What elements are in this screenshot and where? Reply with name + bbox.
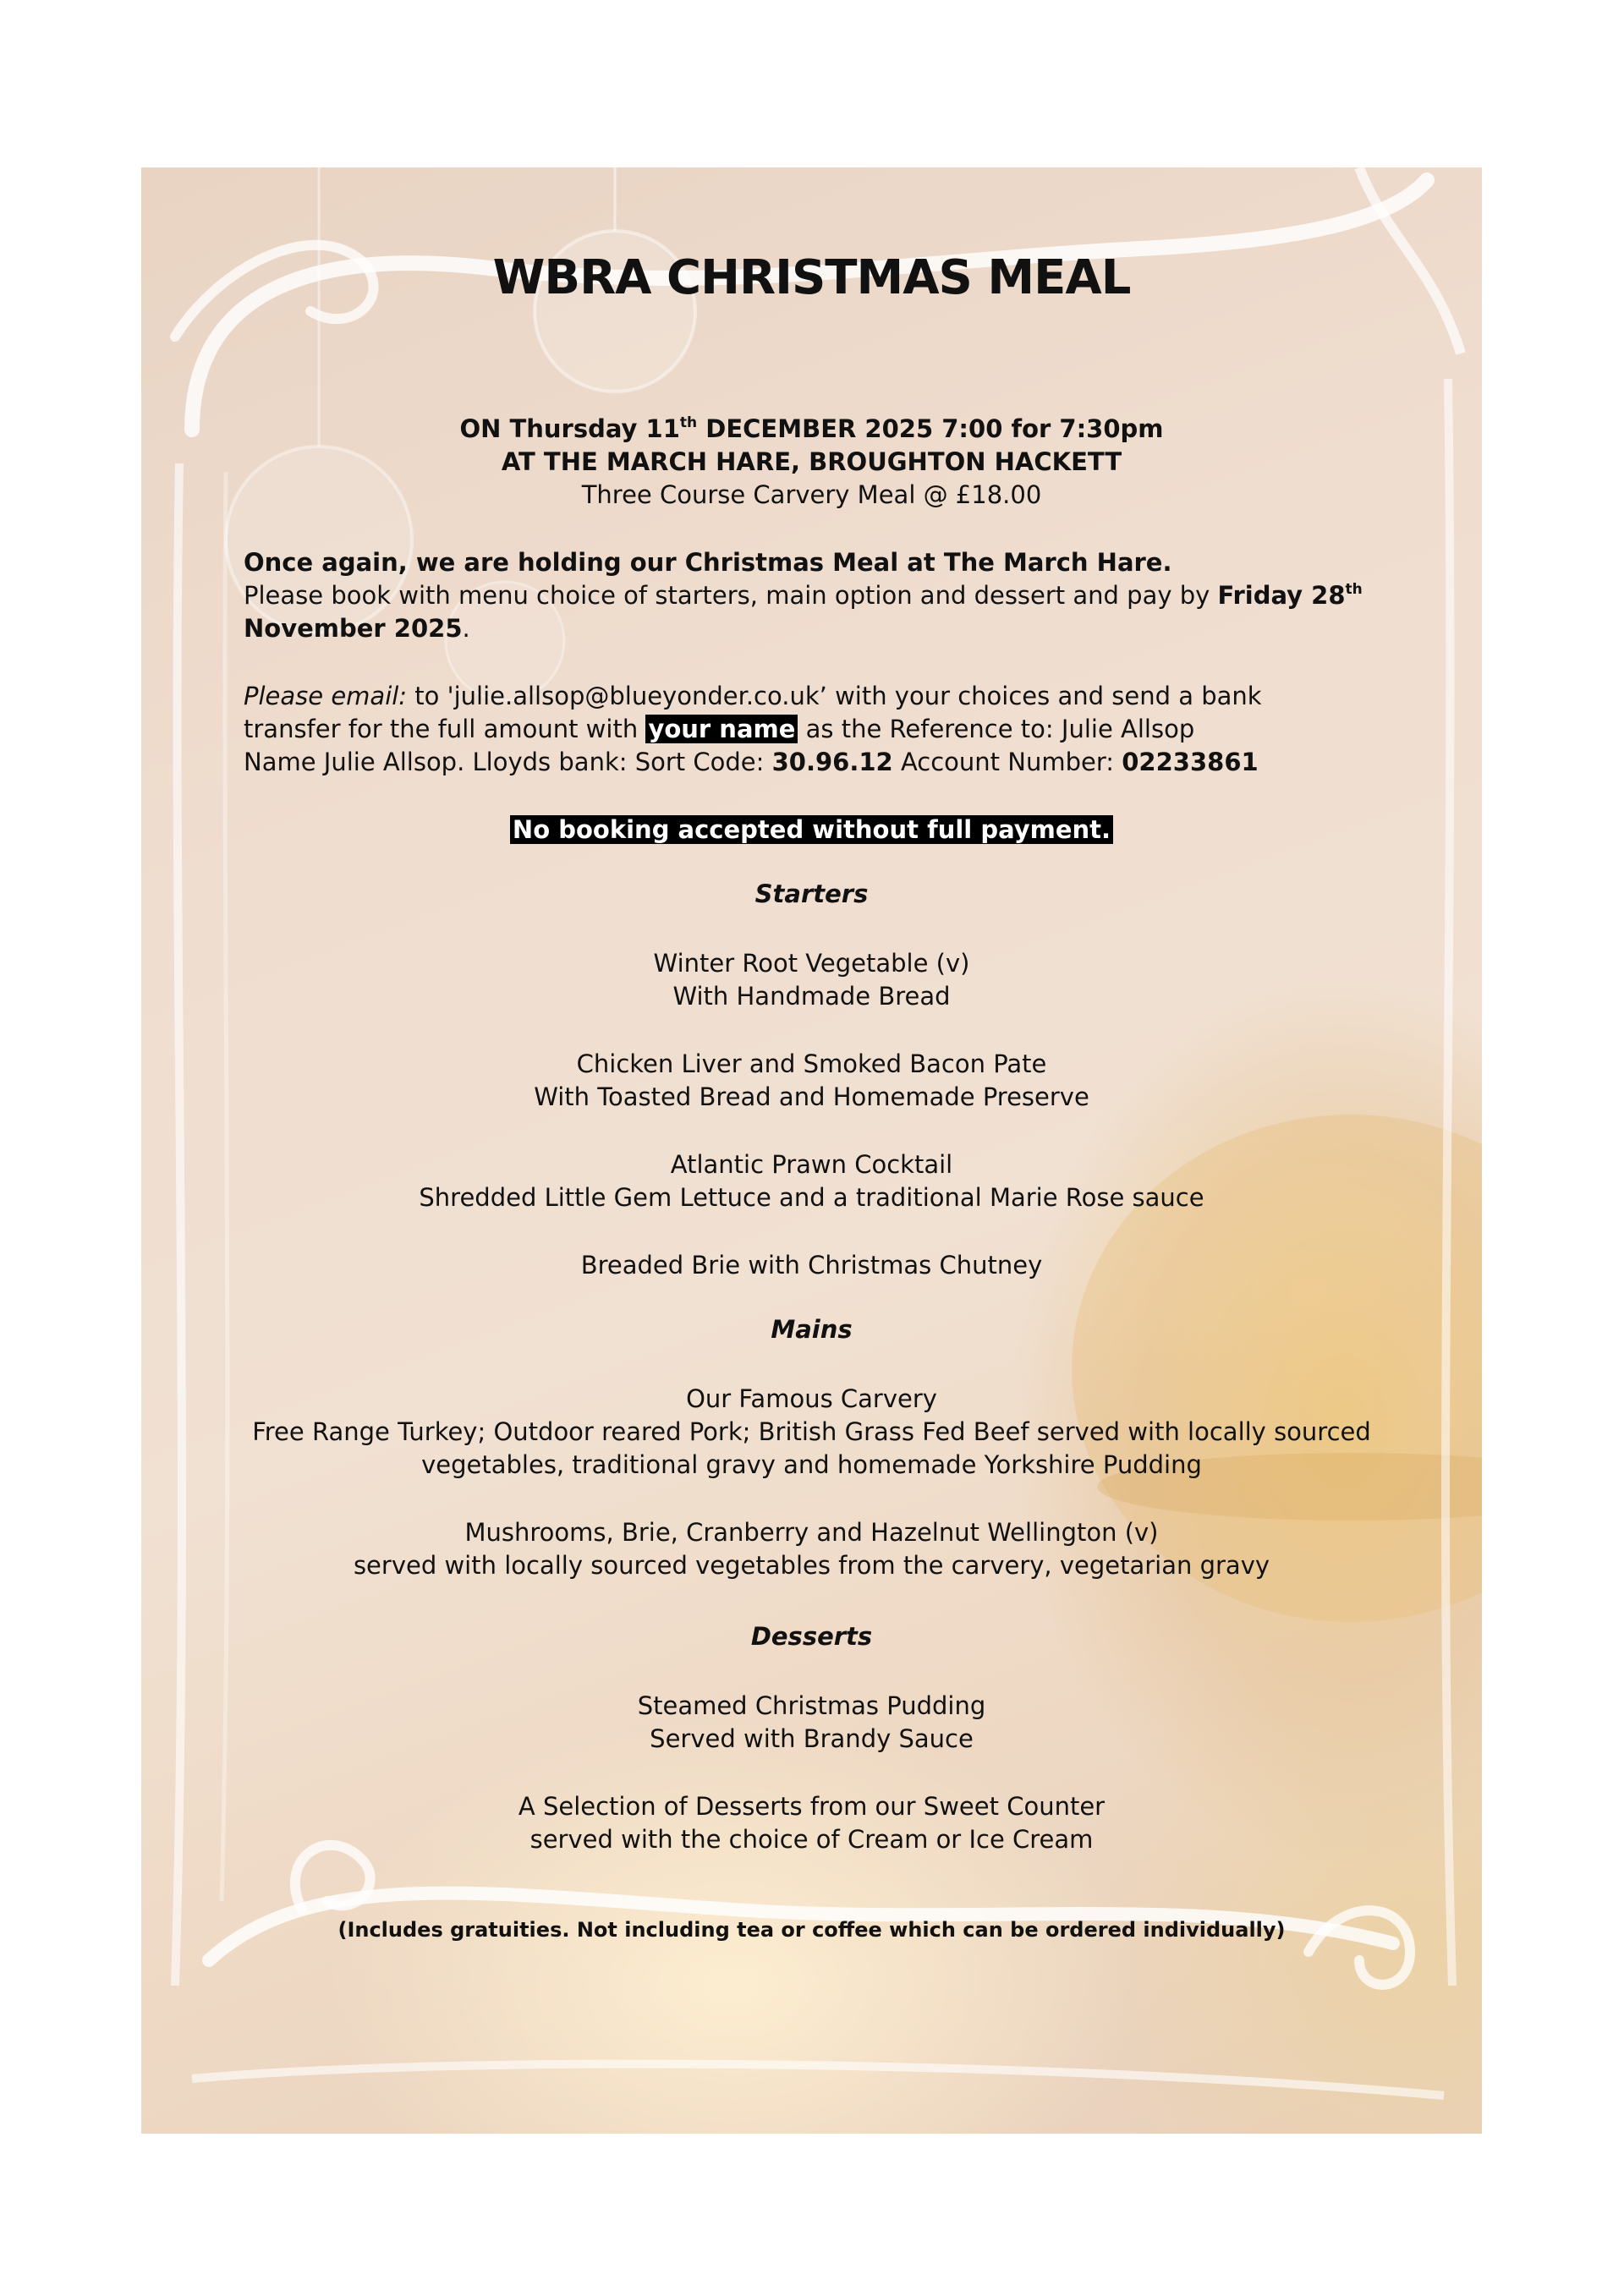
booking-instructions bbox=[244, 579, 1363, 611]
main-item-name: Mushrooms, Brie, Cranberry and Hazelnut Wellington (v) bbox=[464, 1518, 1159, 1547]
main-item-desc: Free Range Turkey; Outdoor reared Pork; British Grass Fed Beef served with locally sourced bbox=[252, 1417, 1371, 1446]
starters-heading: Starters bbox=[754, 879, 869, 908]
event-price: Three Course Carvery Meal @ £18.00 bbox=[581, 480, 1042, 509]
booking-deadline-month: November 2025 bbox=[244, 614, 463, 643]
menu-poster bbox=[141, 167, 1482, 2134]
bank-text: Name Julie Allsop. Lloyds bank: Sort Code: bbox=[244, 748, 772, 776]
event-date-text: ON Thursday 11 bbox=[459, 414, 680, 443]
dessert-item-name: Steamed Christmas Pudding bbox=[637, 1691, 986, 1720]
page-title: WBRA CHRISTMAS MEAL bbox=[492, 250, 1131, 305]
starter-item-name: Atlantic Prawn Cocktail bbox=[670, 1150, 953, 1179]
footnote: (Includes gratuities. Not including tea or coffee which can be ordered individually) bbox=[337, 1918, 1286, 1942]
main-item-name: Our Famous Carvery bbox=[686, 1384, 937, 1413]
booking-deadline-suffix: th bbox=[1345, 581, 1363, 598]
event-date-suffix: th bbox=[679, 414, 698, 431]
account-number: 02233861 bbox=[1122, 748, 1259, 776]
dessert-item-desc: served with the choice of Cream or Ice Cream bbox=[529, 1825, 1094, 1854]
main-item-desc: served with locally sourced vegetables from the carvery, vegetarian gravy bbox=[353, 1551, 1270, 1580]
event-date-line bbox=[141, 413, 1482, 445]
main-item-desc-line2: vegetables, traditional gravy and homemade Yorkshire Pudding bbox=[421, 1450, 1202, 1479]
reference-highlight: your name bbox=[645, 715, 798, 743]
email-label: Please email: bbox=[244, 682, 408, 710]
transfer-reference: as the Reference to: Julie Allsop bbox=[798, 715, 1195, 743]
desserts-heading: Desserts bbox=[750, 1622, 873, 1651]
mains-heading: Mains bbox=[771, 1315, 853, 1344]
transfer-instructions bbox=[244, 713, 1194, 745]
bank-details bbox=[244, 746, 1259, 778]
booking-deadline: Friday 28 bbox=[1217, 581, 1346, 610]
event-time-text: DECEMBER 2025 7:00 for 7:30pm bbox=[697, 414, 1164, 443]
booking-end: . bbox=[462, 614, 470, 643]
event-venue: AT THE MARCH HARE, BROUGHTON HACKETT bbox=[501, 447, 1122, 476]
starter-item-desc: Shredded Little Gem Lettuce and a traditional Marie Rose sauce bbox=[419, 1183, 1204, 1212]
starter-item-name: Breaded Brie with Christmas Chutney bbox=[580, 1251, 1043, 1280]
payment-warning-line bbox=[141, 814, 1482, 846]
booking-deadline-line2 bbox=[244, 612, 470, 644]
starter-item-name: Chicken Liver and Smoked Bacon Pate bbox=[576, 1049, 1047, 1078]
booking-text: Please book with menu choice of starters, main option and dessert and pay by bbox=[244, 581, 1218, 610]
starter-item-name: Winter Root Vegetable (v) bbox=[653, 949, 970, 978]
email-instructions bbox=[244, 680, 1262, 712]
sort-code: 30.96.12 bbox=[771, 748, 893, 776]
starter-item-desc: With Toasted Bread and Homemade Preserve bbox=[534, 1082, 1089, 1111]
transfer-text: transfer for the full amount with bbox=[244, 715, 646, 743]
email-text: to 'julie.allsop@blueyonder.co.uk’ with your choices and send a bank bbox=[407, 682, 1262, 710]
dessert-item-desc: Served with Brandy Sauce bbox=[650, 1724, 974, 1753]
dessert-item-name: A Selection of Desserts from our Sweet Counter bbox=[518, 1792, 1106, 1821]
account-label: Account Number: bbox=[892, 748, 1122, 776]
starter-item-desc: With Handmade Bread bbox=[672, 982, 951, 1011]
payment-warning: No booking accepted without full payment. bbox=[510, 815, 1113, 844]
intro-heading: Once again, we are holding our Christmas Meal at The March Hare. bbox=[244, 548, 1172, 577]
